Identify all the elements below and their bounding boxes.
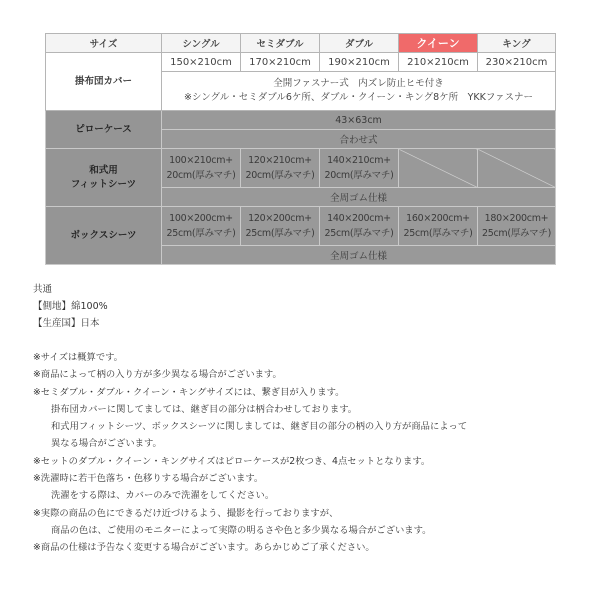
pillow-label: ピローケース (46, 111, 162, 149)
fitted-semi-double-dim: 120×210cm+ (248, 155, 312, 166)
pillow-size-row (46, 111, 556, 130)
note-line: ※洗濯時に若干色落ち・色移りする場合がございます。 (33, 473, 264, 485)
box-size-double (320, 207, 399, 246)
comforter-size-row (46, 53, 556, 72)
box-single-dim: 100×200cm+ (169, 213, 233, 224)
comforter-size-single: 150×210cm (162, 53, 241, 72)
box-queen-depth: 25cm(厚みマチ) (403, 228, 473, 239)
header-double: ダブル (320, 34, 399, 53)
note-line: 洗濯をする際は、カバーのみで洗濯をしてください。 (51, 490, 275, 502)
box-size-king (478, 207, 556, 246)
note-line: ※商品の仕様は予告なく変更する場合がございます。あらかじめご了承ください。 (33, 542, 375, 554)
fitted-queen-unavailable (399, 149, 478, 188)
fitted-label-line2: フィットシーツ (70, 178, 137, 190)
comforter-note (162, 72, 556, 111)
size-spec-table (45, 33, 556, 265)
common-title: 共通 (33, 284, 53, 295)
comforter-size-double: 190×210cm (320, 53, 399, 72)
comforter-size-king: 230×210cm (478, 53, 556, 72)
header-semi-double: セミダブル (241, 34, 320, 53)
note-line: 異なる場合がございます。 (51, 438, 162, 450)
header-row (46, 34, 556, 53)
comforter-size-semi-double: 170×210cm (241, 53, 320, 72)
note-line: ※セミダブル・ダブル・クイーン・キングサイズには、繋ぎ目が入ります。 (33, 386, 345, 398)
note-line: ※商品によって柄の入り方が多少異なる場合がございます。 (33, 369, 282, 381)
box-semi-double-dim: 120×200cm+ (248, 213, 312, 224)
fitted-king-unavailable (478, 149, 556, 188)
box-single-depth: 25cm(厚みマチ) (166, 228, 236, 239)
origin-text: 【生産国】日本 (33, 318, 100, 329)
fitted-double-depth: 20cm(厚みマチ) (324, 170, 394, 181)
comforter-label: 掛布団カバー (46, 53, 162, 111)
fitted-note: 全周ゴム仕様 (162, 188, 556, 207)
fitted-size-double (320, 149, 399, 188)
fitted-double-dim: 140×210cm+ (327, 155, 391, 166)
comforter-size-queen: 210×210cm (399, 53, 478, 72)
box-size-queen (399, 207, 478, 246)
box-double-depth: 25cm(厚みマチ) (324, 228, 394, 239)
note-line: 商品の色は、ご使用のモニターによって実際の明るさや色と多少異なる場合がございます。 (51, 524, 432, 536)
note-line: 和式用フィットシーツ、ボックスシーツに関しましては、継ぎ目の部分の柄の入り方が商品によって (51, 421, 468, 433)
fitted-single-dim: 100×210cm+ (169, 155, 233, 166)
box-note: 全周ゴム仕様 (162, 246, 556, 265)
header-size: サイズ (46, 34, 162, 53)
comforter-note-line2: ※シングル・セミダブル6ケ所、ダブル・クイーン・キング8ケ所 YKKファスナー (183, 92, 533, 103)
box-size-semi-double (241, 207, 320, 246)
comforter-note-line1: 全開ファスナー式 内ズレ防止ヒモ付き (273, 78, 444, 89)
header-king: キング (478, 34, 556, 53)
pillow-note: 合わせ式 (162, 130, 556, 149)
box-size-row (46, 207, 556, 246)
box-label: ボックスシーツ (46, 207, 162, 265)
box-semi-double-depth: 25cm(厚みマチ) (245, 228, 315, 239)
note-line: ※サイズは概算です。 (33, 352, 123, 363)
fitted-size-semi-double (241, 149, 320, 188)
note-line: ※実際の商品の色にできるだけ近づけるよう、撮影を行っておりますが、 (33, 507, 339, 519)
fitted-semi-double-depth: 20cm(厚みマチ) (245, 170, 315, 181)
pillow-size: 43×63cm (162, 111, 556, 130)
material-text: 【側地】綿100% (33, 301, 108, 312)
fitted-label-line1: 和式用 (89, 164, 118, 176)
common-info (33, 281, 108, 332)
fitted-label (46, 149, 162, 207)
fitted-size-single (162, 149, 241, 188)
box-queen-dim: 160×200cm+ (406, 213, 470, 224)
box-size-single (162, 207, 241, 246)
fitted-single-depth: 20cm(厚みマチ) (166, 170, 236, 181)
notes-section (33, 349, 467, 557)
box-double-dim: 140×200cm+ (327, 213, 391, 224)
header-single: シングル (162, 34, 241, 53)
header-queen: クイーン (399, 34, 478, 53)
fitted-size-row (46, 149, 556, 188)
note-line: 掛布団カバーに関してましては、継ぎ目の部分は柄合わせしております。 (51, 403, 358, 415)
note-line: ※セットのダブル・クイーン・キングサイズはピローケースが2枚つき、4点セットとなります。 (33, 455, 431, 467)
box-king-depth: 25cm(厚みマチ) (482, 228, 551, 239)
box-king-dim: 180×200cm+ (484, 213, 549, 224)
